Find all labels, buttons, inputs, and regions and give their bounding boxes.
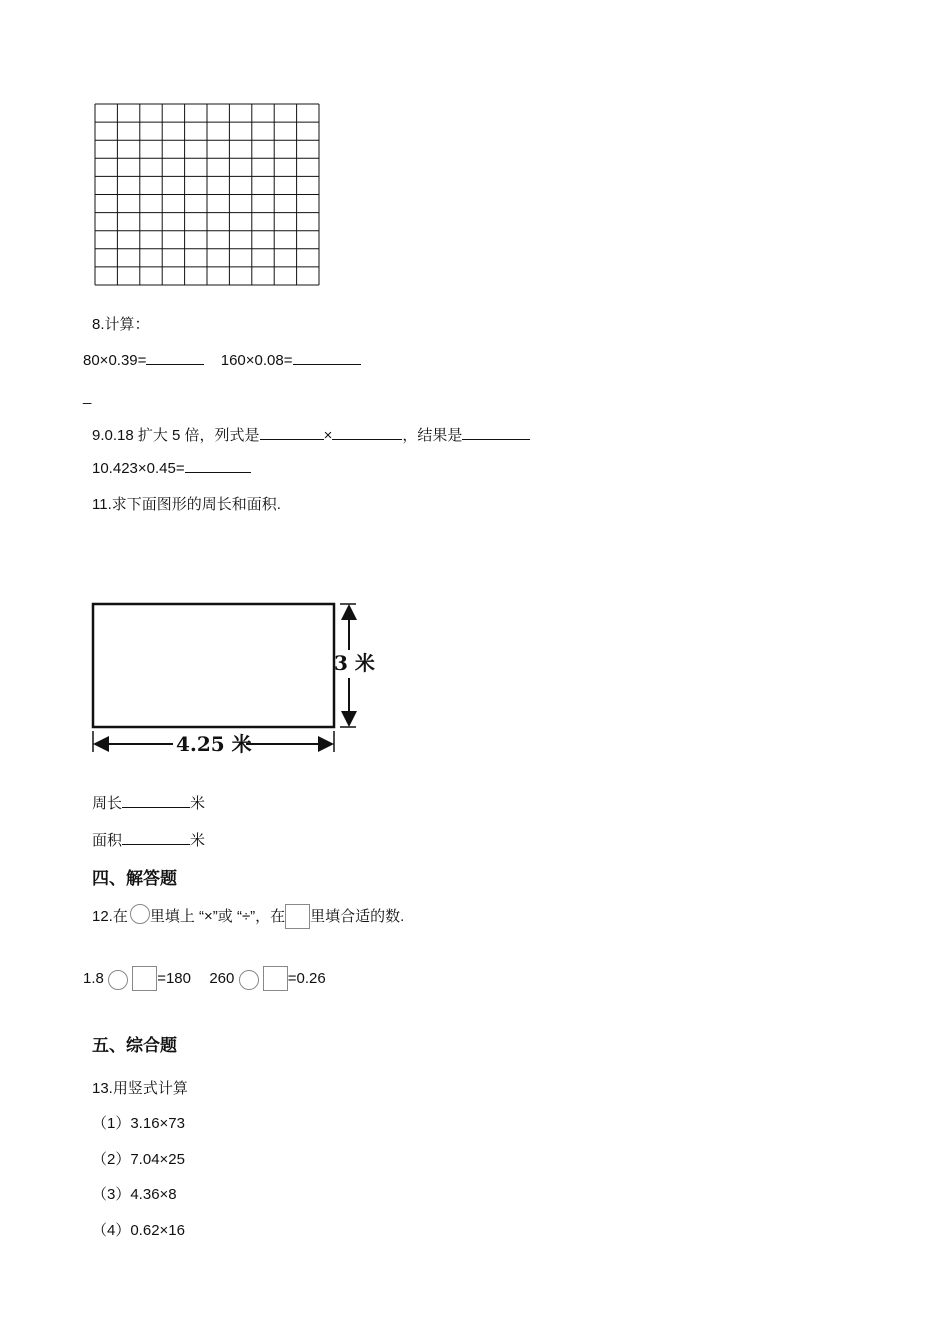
- circle-icon: [130, 904, 150, 924]
- unit-label: 米: [190, 795, 206, 812]
- question-8-line: [83, 350, 361, 369]
- question-11-title: 11.求下面图形的周长和面积.: [92, 496, 281, 513]
- eq1-right: =180: [157, 970, 191, 987]
- answer-blank[interactable]: [185, 458, 251, 473]
- answer-blank[interactable]: [260, 425, 324, 440]
- number-square-input[interactable]: [263, 966, 288, 991]
- question-12-equations: [83, 966, 326, 992]
- section-4-heading: 四、解答题: [92, 869, 177, 889]
- area-line: [92, 829, 205, 850]
- question-10-expr: 10.423×0.45=: [92, 460, 185, 477]
- unit-label: 米: [190, 832, 206, 849]
- answer-blank[interactable]: [293, 350, 361, 365]
- answer-blank[interactable]: [462, 425, 530, 440]
- question-9-text: 9.0.18 扩大 5 倍，列式是: [92, 427, 260, 444]
- expr-80x039: 80×0.39=: [83, 352, 147, 369]
- question-13-item: （1）3.16×73: [92, 1115, 185, 1132]
- question-12-text-mid: 里填上 “×”或 “÷”，在: [149, 908, 286, 925]
- rectangle-figure: [88, 598, 388, 758]
- question-9: [92, 424, 530, 445]
- question-13-item: （2）7.04×25: [92, 1151, 185, 1168]
- question-12-text-end: 里填合适的数.: [310, 908, 405, 925]
- rectangle: [93, 604, 334, 727]
- question-12: [92, 904, 404, 930]
- eq1-left: 1.8: [83, 970, 104, 987]
- question-8-title: 8.计算：: [92, 316, 150, 333]
- square-icon: [285, 904, 310, 929]
- answer-blank[interactable]: [122, 830, 190, 845]
- answer-blank[interactable]: [332, 425, 402, 440]
- stray-underscore: _: [83, 388, 92, 405]
- perimeter-label: 周长: [92, 795, 123, 812]
- question-9-result-text: ，结果是: [402, 427, 463, 444]
- answer-blank[interactable]: [122, 793, 190, 808]
- question-13-item: （4）0.62×16: [92, 1222, 185, 1239]
- times-sign: ×: [323, 427, 333, 444]
- operator-circle-input[interactable]: [239, 970, 259, 990]
- number-square-input[interactable]: [132, 966, 157, 991]
- section-5-heading: 五、综合题: [92, 1036, 177, 1056]
- width-label: 4.25 米: [176, 732, 252, 756]
- answer-blank[interactable]: [146, 350, 204, 365]
- question-12-text: 12.在: [92, 908, 128, 925]
- question-13-title: 13.用竖式计算: [92, 1080, 188, 1097]
- question-13-item: （3）4.36×8: [92, 1186, 177, 1203]
- grid-figure: [94, 103, 320, 286]
- expr-160x008: 160×0.08=: [220, 352, 293, 369]
- eq2-right: =0.26: [287, 970, 326, 987]
- height-label: 3 米: [334, 651, 375, 675]
- perimeter-line: [92, 792, 205, 813]
- eq2-left: 260: [209, 970, 235, 987]
- question-10: [92, 458, 251, 477]
- operator-circle-input[interactable]: [108, 970, 128, 990]
- area-label: 面积: [92, 832, 123, 849]
